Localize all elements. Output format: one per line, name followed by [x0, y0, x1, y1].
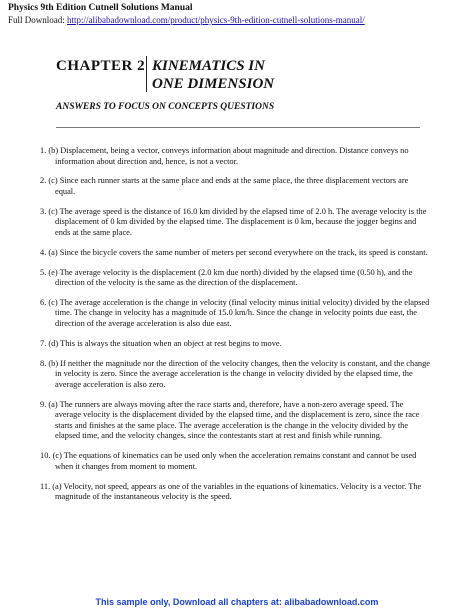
- download-prefix: Full Download:: [8, 15, 68, 25]
- footer-notice[interactable]: This sample only, Download all chapters at: alibabadownload.com: [95, 597, 379, 607]
- answer-item: 1. (b) Displacement, being a vector, conveys information about magnitude and direction. Distance conveys no information about direction and, hence, is not a vector.: [40, 146, 409, 166]
- document-header-title: Physics 9th Edition Cutnell Solutions Manual: [8, 3, 193, 13]
- answer-item: 6. (c) The average acceleration is the change in velocity (final velocity minus initial velocity) divided by the elapsed time. The change in velocity has a magnitude of 15.0 km/h. Since the change in velocity points due east, the direction of the average acceleration is also due east.: [40, 297, 430, 329]
- answer-item: 5. (e) The average velocity is the displacement (2.0 km due north) divided by the elapsed time (0.50 h), and the direction of the velocity is the same as the direction of the displacement.: [40, 267, 413, 288]
- chapter-divider: [146, 56, 147, 92]
- answer-item: 3. (c) The average speed is the distance of 16.0 km divided by the elapsed time of 2.0 h. The average velocity is the displacement of 0 km divided by the elapsed time. The displacement is 0 km, because the jogger begins and ends at the same place.: [40, 206, 427, 237]
- answer-item: 10. (c) The equations of kinematics can be used only when the acceleration remains constant and cannot be used when it changes from moment to moment.: [40, 451, 417, 471]
- chapter-title: [152, 57, 274, 93]
- answer-item: 7. (d) This is always the situation when an object at rest begins to move.: [40, 338, 282, 348]
- answers-list: [40, 146, 430, 512]
- download-link[interactable]: http://alibabadownload.com/product/physics-9th-edition-cutnell-solutions-manual/: [67, 15, 365, 25]
- section-heading: ANSWERS TO FOCUS ON CONCEPTS QUESTIONS: [56, 102, 275, 112]
- full-download-line: [8, 15, 365, 25]
- answer-item: 4. (a) Since the bicycle covers the same number of meters per second everywhere on the track, its speed is constant.: [40, 247, 428, 257]
- chapter-label: CHAPTER 2: [56, 58, 146, 74]
- answer-item: 8. (b) If neither the magnitude nor the direction of the velocity changes, then the velocity is constant, and the change in velocity is zero. Since the average acceleration is the change in velocity divided by the elapsed time, the average acceleration is also zero.: [40, 358, 431, 389]
- section-divider: [56, 127, 420, 128]
- answer-item: 9. (a) The runners are always moving after the race starts and, therefore, have a non-zero average speed. The average velocity is the displacement divided by the elapsed time, and the displacement is zero, since the race starts and finishes at the same place. The average acceleration is the change in the velocity divided by the elapsed time, and the velocity changes, since the contestants start at rest and finish while running.: [40, 399, 420, 441]
- chapter-title-line1: KINEMATICS IN: [152, 58, 265, 74]
- answer-item: 2. (c) Since each runner starts at the same place and ends at the same place, the three displacement vectors are equal.: [40, 176, 409, 196]
- answer-item: 11. (a) Velocity, not speed, appears as one of the variables in the equations of kinematics. Velocity is a vector. The magnitude of the instantaneous velocity is the speed.: [40, 481, 422, 502]
- chapter-title-line2: ONE DIMENSION: [152, 76, 275, 92]
